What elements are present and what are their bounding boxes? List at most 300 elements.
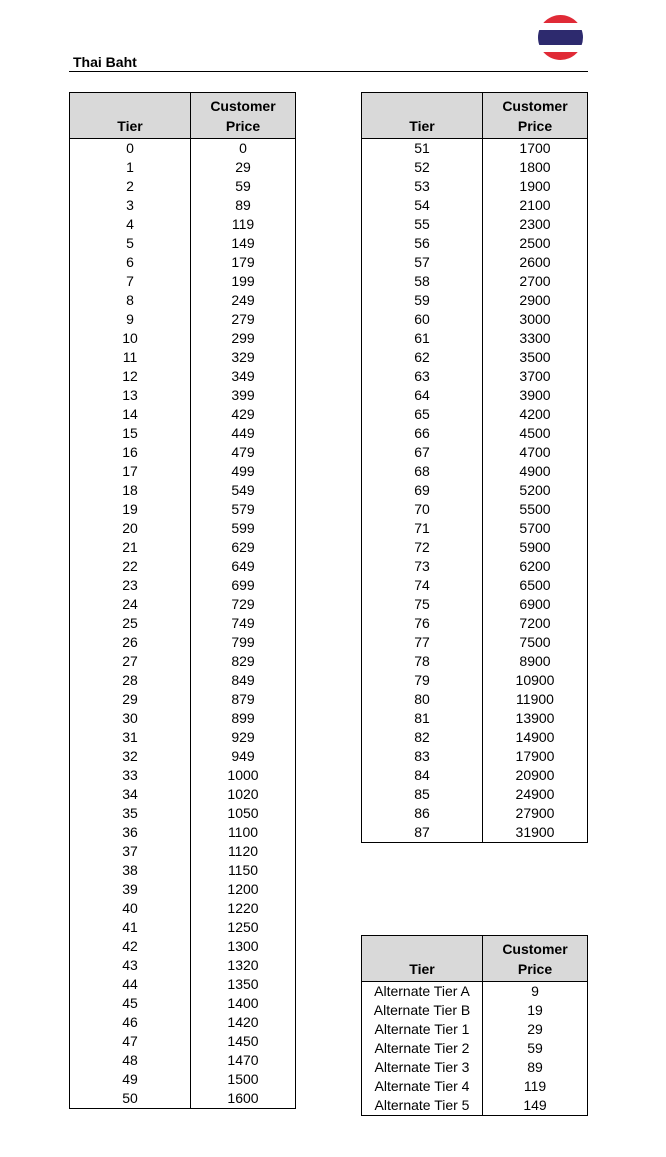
table-row [70,519,296,538]
price-cell: 5200 [519,482,551,498]
price-cell: 429 [231,406,255,422]
tier-cell: 75 [362,595,483,614]
table-header-row [70,93,296,139]
price-cell: 879 [231,691,255,707]
price-cell: 3500 [519,349,551,365]
thailand-flag-icon [538,15,583,60]
tier-cell: 12 [70,367,191,386]
price-cell: 6200 [519,558,551,574]
table-row [70,291,296,310]
price-cell: 2700 [519,273,551,289]
price-cell: 14900 [515,729,555,745]
price-cell: 449 [231,425,255,441]
price-cell: 3000 [519,311,551,327]
table-row [362,728,588,747]
price-cell: 1150 [227,862,259,878]
price-cell: 349 [231,368,255,384]
price-cell: 59 [235,178,251,194]
table-row [70,500,296,519]
tier-cell: 13 [70,386,191,405]
tier-cell: 4 [70,215,191,234]
tier-cell: 78 [362,652,483,671]
tier-cell: Alternate Tier 4 [362,1077,483,1096]
table-row [362,424,588,443]
tier-cell: 57 [362,253,483,272]
price-cell: 2900 [519,292,551,308]
tier-cell: Alternate Tier 5 [362,1096,483,1116]
tier-cell: 26 [70,633,191,652]
price-cell: 1350 [227,976,259,992]
tier-cell: 32 [70,747,191,766]
price-cell: 1020 [227,786,259,802]
price-cell: 1120 [227,843,259,859]
table-row [362,139,588,159]
price-cell: 929 [231,729,255,745]
tier-cell: 19 [70,500,191,519]
price-cell: 31900 [515,824,555,840]
customer-price-column-header: Customer Price [483,93,588,139]
price-cell: 5700 [519,520,551,536]
price-cell: 329 [231,349,255,365]
table-row [70,253,296,272]
table-row [362,310,588,329]
tier-cell: 42 [70,937,191,956]
table-row [70,462,296,481]
table-row [362,253,588,272]
table-row [362,652,588,671]
price-cell: 0 [239,140,247,156]
tier-cell: 76 [362,614,483,633]
table-row [362,1058,588,1077]
table-row [362,462,588,481]
tier-cell: 53 [362,177,483,196]
price-cell: 1500 [227,1071,259,1087]
price-cell: 299 [231,330,255,346]
price-cell: 849 [231,672,255,688]
tier-cell: 10 [70,329,191,348]
tier-cell: 74 [362,576,483,595]
price-cell: 27900 [515,805,555,821]
table-row [70,215,296,234]
table-row [70,557,296,576]
table-row [70,272,296,291]
tier-cell: 83 [362,747,483,766]
price-cell: 1900 [519,178,551,194]
tier-cell: 70 [362,500,483,519]
price-cell: 4200 [519,406,551,422]
tier-cell: Alternate Tier 2 [362,1039,483,1058]
table-row [70,443,296,462]
tier-cell: 47 [70,1032,191,1051]
price-cell: 149 [231,235,255,251]
price-cell: 1700 [519,140,551,156]
tier-column-header: Tier [70,93,191,139]
title-divider [69,71,588,72]
tier-cell: 37 [70,842,191,861]
tier-cell: 20 [70,519,191,538]
price-cell: 599 [231,520,255,536]
price-cell: 2300 [519,216,551,232]
tier-cell: 14 [70,405,191,424]
tier-cell: 27 [70,652,191,671]
tier-cell: 45 [70,994,191,1013]
price-cell: 579 [231,501,255,517]
tier-cell: 1 [70,158,191,177]
table-row [362,690,588,709]
tier-cell: 44 [70,975,191,994]
price-cell: 17900 [515,748,555,764]
price-cell: 5500 [519,501,551,517]
tier-cell: 11 [70,348,191,367]
price-cell: 4900 [519,463,551,479]
table-row [362,1077,588,1096]
table-row [70,348,296,367]
price-cell: 20900 [515,767,555,783]
tier-cell: Alternate Tier 3 [362,1058,483,1077]
price-cell: 1450 [227,1033,259,1049]
price-cell: 4500 [519,425,551,441]
price-cell: 1050 [227,805,259,821]
price-cell: 13900 [515,710,555,726]
table-row [70,899,296,918]
tier-cell: 64 [362,386,483,405]
price-cell: 19 [527,1002,543,1018]
price-cell: 6500 [519,577,551,593]
table-row [362,766,588,785]
price-cell: 149 [523,1097,547,1113]
table-row [70,804,296,823]
tier-cell: Alternate Tier 1 [362,1020,483,1039]
price-cell: 479 [231,444,255,460]
table-row [70,842,296,861]
table-row [362,1096,588,1116]
price-cell: 24900 [515,786,555,802]
table-row [362,481,588,500]
tier-cell: 40 [70,899,191,918]
table-row [70,690,296,709]
table-row [362,196,588,215]
tier-cell: 49 [70,1070,191,1089]
tier-cell: 16 [70,443,191,462]
price-cell: 829 [231,653,255,669]
tier-cell: Alternate Tier A [362,982,483,1002]
tier-column-header: Tier [362,936,483,982]
table-row [362,348,588,367]
table-row [70,937,296,956]
table-row [362,557,588,576]
tier-cell: 60 [362,310,483,329]
price-cell: 59 [527,1040,543,1056]
table-row [70,424,296,443]
tier-cell: 25 [70,614,191,633]
price-cell: 29 [527,1021,543,1037]
table-row [70,177,296,196]
price-cell: 699 [231,577,255,593]
price-cell: 1220 [227,900,259,916]
table-row [70,310,296,329]
price-cell: 29 [235,159,251,175]
table-row [362,671,588,690]
tier-cell: 86 [362,804,483,823]
table-row [362,500,588,519]
table-row [70,158,296,177]
price-cell: 549 [231,482,255,498]
tier-cell: 21 [70,538,191,557]
price-cell: 799 [231,634,255,650]
price-cell: 279 [231,311,255,327]
price-cell: 749 [231,615,255,631]
price-cell: 1600 [227,1090,259,1106]
table-row [362,982,588,1002]
table-row [362,576,588,595]
price-cell: 729 [231,596,255,612]
price-cell: 1100 [227,824,259,840]
tier-cell: 29 [70,690,191,709]
tier-cell: 7 [70,272,191,291]
tier-cell: 55 [362,215,483,234]
table-row [362,823,588,843]
table-row [70,386,296,405]
tier-cell: 34 [70,785,191,804]
price-cell: 10900 [515,672,555,688]
price-cell: 399 [231,387,255,403]
table-row [70,139,296,159]
table-row [362,595,588,614]
price-cell: 119 [523,1078,547,1094]
tier-cell: 36 [70,823,191,842]
table-row [70,633,296,652]
table-row [362,614,588,633]
price-cell: 1470 [227,1052,259,1068]
table-row [362,443,588,462]
tier-cell: 79 [362,671,483,690]
table-row [70,196,296,215]
price-cell: 119 [231,216,255,232]
price-cell: 1000 [227,767,259,783]
price-cell: 2500 [519,235,551,251]
tier-cell: 43 [70,956,191,975]
tier-cell: 33 [70,766,191,785]
tier-cell: 66 [362,424,483,443]
table-row [70,785,296,804]
table-row [70,614,296,633]
page-title: Thai Baht [73,54,137,70]
table-row [70,766,296,785]
table-row [70,1032,296,1051]
table-row [362,804,588,823]
table-row [362,386,588,405]
tier-cell: 62 [362,348,483,367]
table-row [362,1001,588,1020]
tier-cell: 15 [70,424,191,443]
table-row [70,671,296,690]
tier-cell: 6 [70,253,191,272]
tier-cell: 46 [70,1013,191,1032]
table-row [70,823,296,842]
tier-cell: 71 [362,519,483,538]
table-row [362,1020,588,1039]
tier-cell: 22 [70,557,191,576]
tier-cell: 31 [70,728,191,747]
table-row [362,215,588,234]
price-cell: 249 [231,292,255,308]
tier-cell: 52 [362,158,483,177]
tier-cell: 50 [70,1089,191,1109]
table-row [70,367,296,386]
table-row [70,1013,296,1032]
table-row [362,1039,588,1058]
tier-cell: 28 [70,671,191,690]
price-cell: 179 [231,254,255,270]
tier-cell: 68 [362,462,483,481]
price-cell: 899 [231,710,255,726]
table-row [362,405,588,424]
table-row [70,234,296,253]
table-row [70,1070,296,1089]
tier-cell: 82 [362,728,483,747]
tier-cell: 63 [362,367,483,386]
table-row [362,367,588,386]
tier-cell: 3 [70,196,191,215]
price-cell: 3300 [519,330,551,346]
tier-cell: 65 [362,405,483,424]
table-row [70,975,296,994]
tier-cell: 35 [70,804,191,823]
tier-cell: 59 [362,291,483,310]
table-row [70,538,296,557]
table-row [70,861,296,880]
price-cell: 949 [231,748,255,764]
tier-cell: 8 [70,291,191,310]
table-row [70,728,296,747]
tier-cell: 87 [362,823,483,843]
price-cell: 199 [231,273,255,289]
tier-cell: 17 [70,462,191,481]
table-row [362,291,588,310]
table-row [362,158,588,177]
price-cell: 629 [231,539,255,555]
table-row [70,709,296,728]
table-row [362,709,588,728]
price-cell: 2100 [519,197,551,213]
tier-cell: 2 [70,177,191,196]
price-cell: 8900 [519,653,551,669]
tier-cell: 84 [362,766,483,785]
price-table-tiers-51-87 [361,92,588,843]
tier-cell: 72 [362,538,483,557]
tier-cell: 61 [362,329,483,348]
tier-cell: 41 [70,918,191,937]
table-row [70,329,296,348]
price-cell: 1400 [227,995,259,1011]
customer-price-column-header: Customer Price [483,936,588,982]
tier-cell: 67 [362,443,483,462]
price-cell: 89 [235,197,251,213]
tier-cell: 81 [362,709,483,728]
table-row [70,652,296,671]
price-cell: 499 [231,463,255,479]
table-row [70,1089,296,1109]
tier-cell: 9 [70,310,191,329]
price-table-tiers-0-50 [69,92,296,1109]
table-row [362,272,588,291]
price-cell: 4700 [519,444,551,460]
tier-cell: 51 [362,139,483,159]
table-row [362,519,588,538]
table-row [70,747,296,766]
price-cell: 649 [231,558,255,574]
price-cell: 7500 [519,634,551,650]
table-row [70,481,296,500]
table-row [362,329,588,348]
tier-cell: 85 [362,785,483,804]
price-cell: 7200 [519,615,551,631]
table-row [362,633,588,652]
price-cell: 11900 [516,691,554,707]
tier-cell: 58 [362,272,483,291]
tier-cell: 54 [362,196,483,215]
price-cell: 1300 [227,938,259,954]
tier-cell: 73 [362,557,483,576]
tier-cell: Alternate Tier B [362,1001,483,1020]
price-cell: 6900 [519,596,551,612]
price-cell: 1320 [227,957,259,973]
tier-cell: 24 [70,595,191,614]
tier-cell: 39 [70,880,191,899]
price-cell: 3700 [519,368,551,384]
tier-cell: 30 [70,709,191,728]
price-cell: 3900 [519,387,551,403]
table-row [70,918,296,937]
table-row [362,177,588,196]
tier-cell: 48 [70,1051,191,1070]
tier-cell: 77 [362,633,483,652]
table-row [70,1051,296,1070]
table-header-row [362,93,588,139]
table-row [362,538,588,557]
table-row [70,405,296,424]
price-cell: 1800 [519,159,551,175]
table-row [362,785,588,804]
tier-column-header: Tier [362,93,483,139]
price-table-alternate-tiers [361,935,588,1116]
tier-cell: 5 [70,234,191,253]
table-row [362,747,588,766]
table-row [70,595,296,614]
price-cell: 1200 [227,881,259,897]
tier-cell: 0 [70,139,191,159]
price-cell: 5900 [519,539,551,555]
table-row [362,234,588,253]
price-cell: 9 [531,983,539,999]
tier-cell: 56 [362,234,483,253]
tier-cell: 80 [362,690,483,709]
table-header-row [362,936,588,982]
customer-price-column-header: Customer Price [191,93,296,139]
table-row [70,956,296,975]
price-cell: 1420 [227,1014,259,1030]
price-cell: 89 [527,1059,543,1075]
price-cell: 1250 [227,919,259,935]
table-row [70,994,296,1013]
table-row [70,880,296,899]
tier-cell: 23 [70,576,191,595]
table-row [70,576,296,595]
tier-cell: 69 [362,481,483,500]
tier-cell: 38 [70,861,191,880]
tier-cell: 18 [70,481,191,500]
price-cell: 2600 [519,254,551,270]
